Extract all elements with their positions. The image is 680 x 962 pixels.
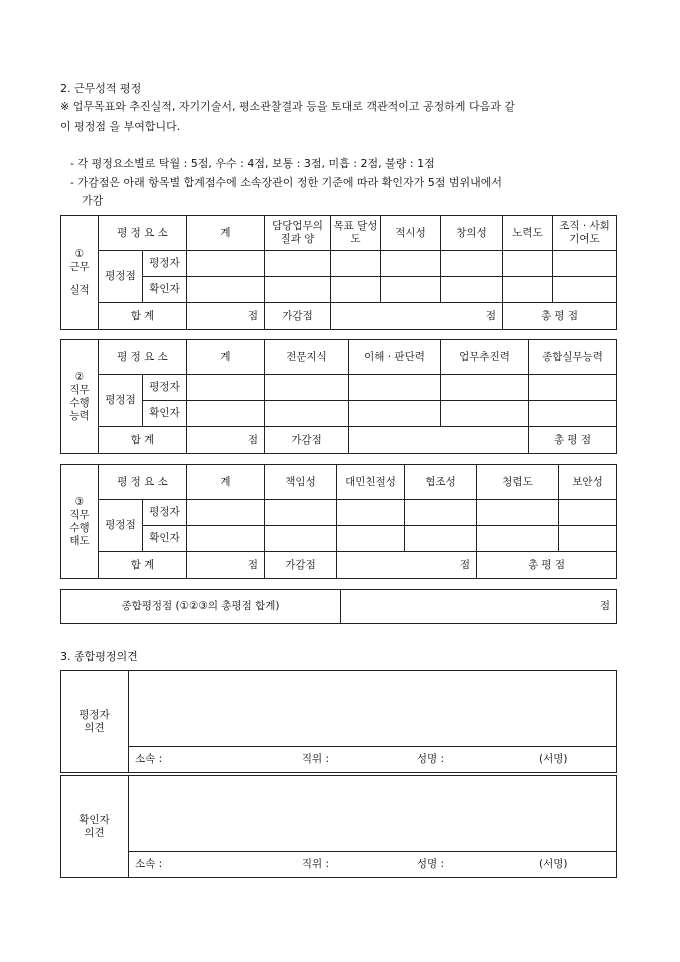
table2-col-practical: 종합실무능력 [529, 340, 617, 375]
table2-col-judgment: 이해 · 판단력 [349, 340, 441, 375]
table1-col-timeliness: 적시성 [381, 216, 441, 251]
table2-confirmer-total[interactable] [187, 401, 265, 427]
table2-element-header: 평 정 요 소 [99, 340, 187, 375]
table2-sum-label: 합 계 [99, 427, 187, 454]
table3-score-group: 평정점 [99, 500, 143, 552]
table1-confirmer-label: 확인자 [143, 277, 187, 303]
table1-rater-cell[interactable] [503, 251, 553, 277]
table2-adjust-value[interactable] [349, 427, 529, 454]
total-score-value[interactable]: 점 [341, 590, 617, 624]
table2-confirmer-label: 확인자 [143, 401, 187, 427]
table1-col-creativity: 창의성 [441, 216, 503, 251]
table-job-attitude [60, 464, 617, 579]
table3-total-col: 계 [187, 465, 265, 500]
table-work-performance [60, 215, 617, 330]
table1-score-group: 평정점 [99, 251, 143, 303]
rater-opinion-label: 평정자 의견 [61, 671, 129, 773]
intro-line1: ※ 업무목표와 추진실적, 자기기술서, 평소관찰결과 등을 토대로 객관적이고 공정하게 다음과 같 [60, 100, 515, 113]
table2-col-knowledge: 전문지식 [265, 340, 349, 375]
table2-category: ② 직무 수행 능력 [61, 340, 99, 454]
table3-col-integrity: 청렴도 [477, 465, 559, 500]
table3-adjust-value[interactable]: 점 [337, 552, 477, 579]
table1-adjust-label: 가감점 [265, 303, 331, 330]
rater-signature[interactable]: (서명) [491, 747, 617, 773]
table1-sum-label: 합 계 [99, 303, 187, 330]
bullet-scoring: - 각 평정요소별로 탁월 : 5점, 우수 : 4점, 보통 : 3점, 미흡 : 2점, 불량 : 1점 [70, 157, 435, 170]
table3-rater-label: 평정자 [143, 500, 187, 526]
table3-confirmer-label: 확인자 [143, 526, 187, 552]
table3-sum-value[interactable]: 점 [187, 552, 265, 579]
table1-category: ① 근무 실적 [61, 216, 99, 330]
table1-confirmer-cell[interactable] [441, 277, 503, 303]
confirmer-signature[interactable]: (서명) [491, 852, 617, 878]
table2-rater-cell[interactable] [349, 375, 441, 401]
rater-name[interactable]: 성명 : [371, 747, 491, 773]
bullet-adjust-line1: - 가감점은 아래 항목별 합계점수에 소속장관이 정한 기준에 따라 확인자가 5점 범위내에서 [70, 176, 502, 189]
table1-rater-cell[interactable] [265, 251, 331, 277]
table1-confirmer-cell[interactable] [331, 277, 381, 303]
table1-rater-total[interactable] [187, 251, 265, 277]
table2-col-drive: 업무추진력 [441, 340, 529, 375]
table1-confirmer-cell[interactable] [553, 277, 617, 303]
table1-confirmer-cell[interactable] [265, 277, 331, 303]
table2-confirmer-cell[interactable] [265, 401, 349, 427]
table3-col-cooperation: 협조성 [405, 465, 477, 500]
bullet-adjust-line2: 가감 [82, 194, 104, 207]
table1-confirmer-cell[interactable] [503, 277, 553, 303]
confirmer-opinion-table [60, 775, 617, 878]
table3-confirmer-cell[interactable] [405, 526, 477, 552]
section2-title: 2. 근무성적 평정 [60, 82, 142, 95]
table3-category: ③ 직무 수행 태도 [61, 465, 99, 579]
table3-rater-total[interactable] [187, 500, 265, 526]
table3-confirmer-total[interactable] [187, 526, 265, 552]
intro-line2: 이 평정점 을 부여합니다. [60, 120, 181, 133]
table2-adjust-label: 가감점 [265, 427, 349, 454]
confirmer-opinion-text[interactable] [129, 776, 617, 852]
table2-total-col: 계 [187, 340, 265, 375]
total-score-label: 종합평정점 (①②③의 총평점 합계) [61, 590, 341, 624]
table1-rater-cell[interactable] [381, 251, 441, 277]
table1-confirmer-total[interactable] [187, 277, 265, 303]
table2-overall-label: 총 평 점 [529, 427, 617, 454]
table1-sum-value[interactable]: 점 [187, 303, 265, 330]
rater-affiliation[interactable]: 소속 : [129, 747, 261, 773]
table1-rater-label: 평정자 [143, 251, 187, 277]
section3-title: 3. 종합평정의견 [60, 650, 138, 663]
confirmer-opinion-label: 확인자 의견 [61, 776, 129, 878]
table2-sum-value[interactable]: 점 [187, 427, 265, 454]
table3-col-security: 보안성 [559, 465, 617, 500]
table1-confirmer-cell[interactable] [381, 277, 441, 303]
table3-rater-cell[interactable] [405, 500, 477, 526]
table1-overall-label: 총 평 점 [503, 303, 617, 330]
confirmer-name[interactable]: 성명 : [371, 852, 491, 878]
table3-rater-cell[interactable] [337, 500, 405, 526]
table1-col-quality: 담당업무의 질과 양 [265, 216, 331, 251]
table1-rater-cell[interactable] [331, 251, 381, 277]
table3-overall-label: 총 평 점 [477, 552, 617, 579]
table2-rater-total[interactable] [187, 375, 265, 401]
table2-rater-label: 평정자 [143, 375, 187, 401]
table2-score-group: 평정점 [99, 375, 143, 427]
table3-sum-label: 합 계 [99, 552, 187, 579]
table1-col-effort: 노력도 [503, 216, 553, 251]
table2-rater-cell[interactable] [441, 375, 529, 401]
table2-confirmer-cell[interactable] [441, 401, 529, 427]
table1-total-col: 계 [187, 216, 265, 251]
rater-opinion-table [60, 670, 617, 773]
table1-col-contribution: 조직 · 사회 기여도 [553, 216, 617, 251]
table3-col-responsibility: 책임성 [265, 465, 337, 500]
table1-col-goal: 목표 달성도 [331, 216, 381, 251]
table-job-ability [60, 339, 617, 454]
table1-rater-cell[interactable] [553, 251, 617, 277]
table3-confirmer-cell[interactable] [265, 526, 337, 552]
table3-element-header: 평 정 요 소 [99, 465, 187, 500]
table3-rater-cell[interactable] [559, 500, 617, 526]
table3-col-kindness: 대민친절성 [337, 465, 405, 500]
table3-adjust-label: 가감점 [265, 552, 337, 579]
table2-confirmer-cell[interactable] [349, 401, 441, 427]
table2-confirmer-cell[interactable] [529, 401, 617, 427]
table1-rater-cell[interactable] [441, 251, 503, 277]
table2-rater-cell[interactable] [265, 375, 349, 401]
table3-rater-cell[interactable] [477, 500, 559, 526]
table3-confirmer-cell[interactable] [559, 526, 617, 552]
rater-position[interactable]: 직위 : [261, 747, 371, 773]
table2-rater-cell[interactable] [529, 375, 617, 401]
confirmer-position[interactable]: 직위 : [261, 852, 371, 878]
total-score-box [60, 589, 617, 624]
table3-confirmer-cell[interactable] [337, 526, 405, 552]
table3-confirmer-cell[interactable] [477, 526, 559, 552]
table1-adjust-value[interactable]: 점 [331, 303, 503, 330]
rater-opinion-text[interactable] [129, 671, 617, 747]
table1-element-header: 평 정 요 소 [99, 216, 187, 251]
table3-rater-cell[interactable] [265, 500, 337, 526]
confirmer-affiliation[interactable]: 소속 : [129, 852, 261, 878]
